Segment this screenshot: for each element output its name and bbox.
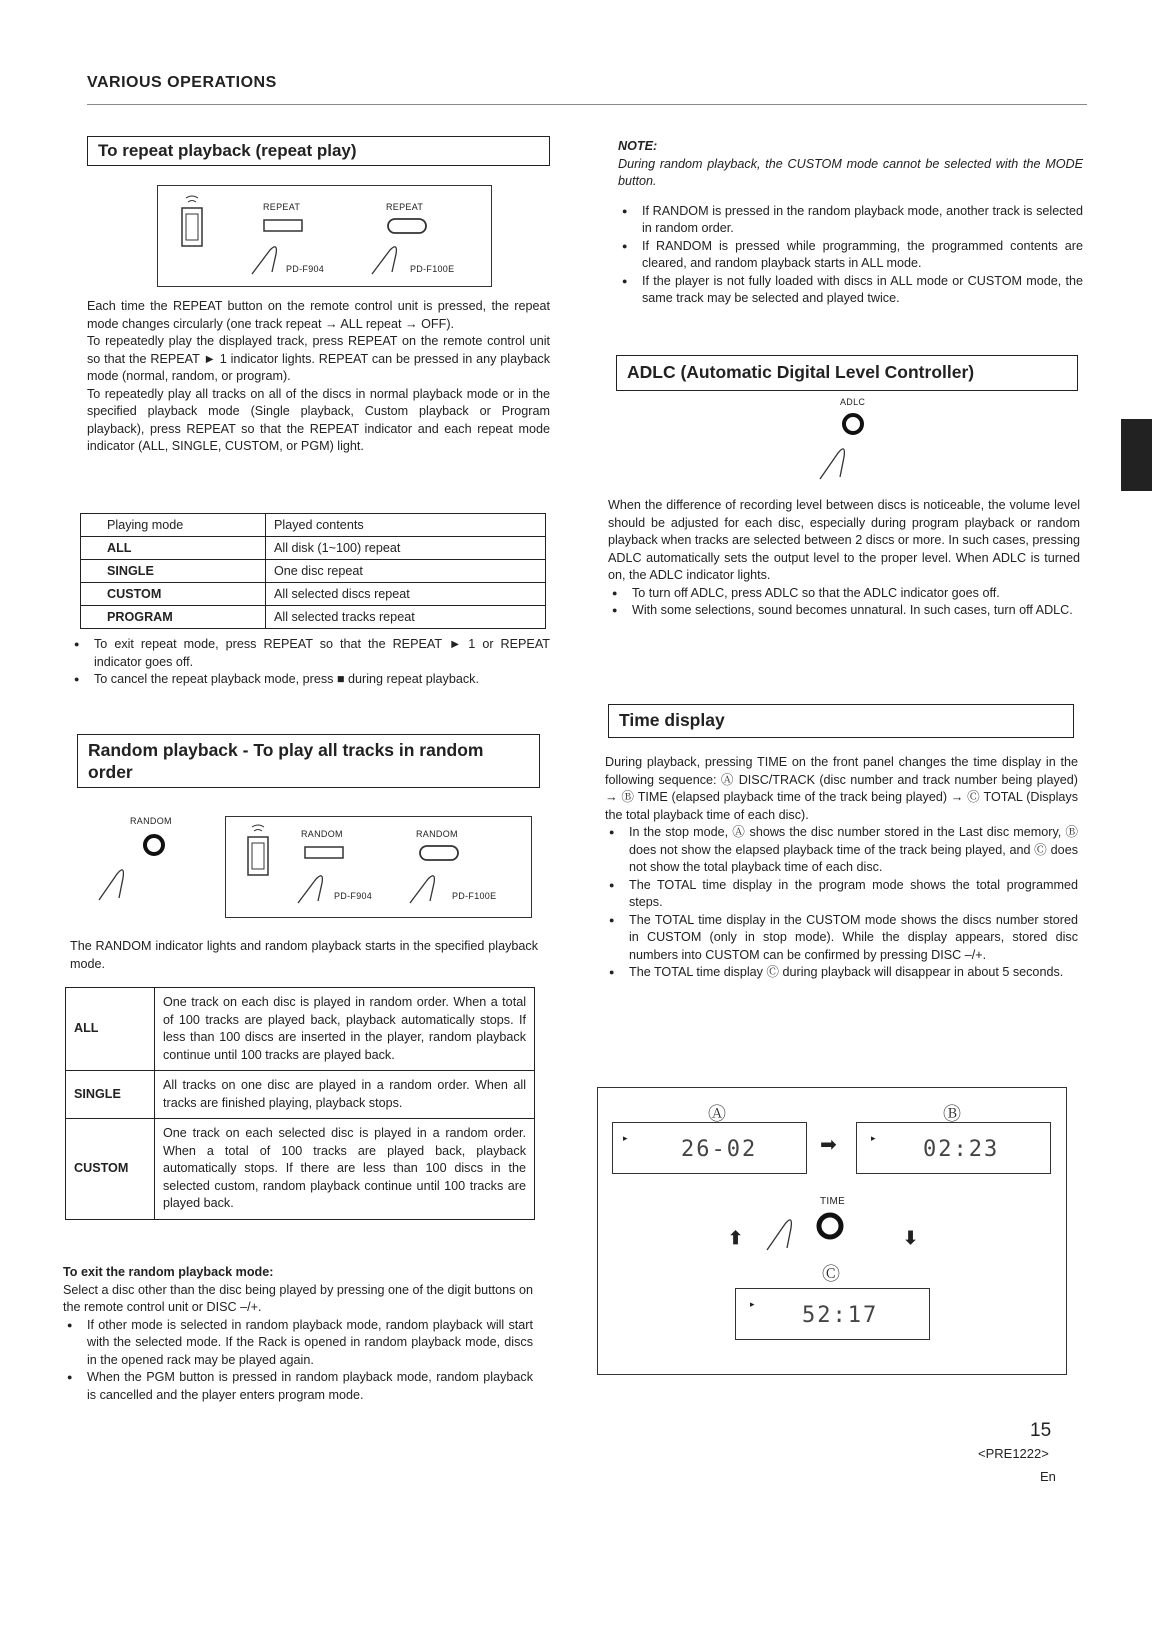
page-header: VARIOUS OPERATIONS — [87, 74, 277, 91]
lcd-indicator-icon: ▸ — [750, 1299, 755, 1309]
table-cell: All tracks on one disc are played in a random order. When all tracks are finished playing, playback stops. — [155, 1071, 535, 1119]
bullet-item: ● If other mode is selected in random playback mode, random playback will start with the selected mode. If the Rack is opened in random playback mode, discs in the opened rack may be played again. — [63, 1317, 533, 1370]
arrow-right-icon: ➡ — [820, 1134, 837, 1156]
table-cell: One disc repeat — [266, 560, 546, 583]
repeat-button-rect-icon — [263, 218, 305, 234]
table-cell: PROGRAM — [81, 606, 266, 629]
arrow-up-icon: ⬆ — [728, 1228, 744, 1248]
table-row — [81, 537, 546, 560]
bullet-item: ● To exit repeat mode, press REPEAT so that the REPEAT ► 1 or REPEAT indicator goes off. — [70, 636, 550, 671]
adlc-title-text: ADLC (Automatic Digital Level Controller) — [627, 362, 975, 382]
random-model-1: PD-F904 — [334, 891, 373, 901]
note-block — [618, 138, 1083, 308]
random-main-figure — [75, 810, 195, 910]
label-b: Ⓑ — [943, 1104, 961, 1124]
time-title-text: Time display — [619, 710, 725, 730]
label-a: Ⓐ — [708, 1104, 726, 1124]
bullet-item: ● With some selections, sound becomes unnatural. In such cases, turn off ADLC. — [608, 602, 1080, 620]
remote-icon — [244, 823, 274, 881]
table-cell: One track on each disc is played in random order. When a total of 100 tracks are played back, playback automatically stops. If less than 100 discs are inserted in the player, random playback continue until 100 tracks are played back. — [155, 988, 535, 1071]
repeat-label-1: REPEAT — [263, 202, 301, 212]
adlc-body — [608, 497, 1080, 620]
header-rule — [87, 104, 1087, 105]
table-row — [66, 1119, 535, 1220]
bullet-item: ● To cancel the repeat playback mode, press ■ during repeat playback. — [70, 671, 550, 689]
time-display-figure — [597, 1087, 1067, 1375]
table-header-cell: Played contents — [266, 514, 546, 537]
table-row — [66, 1071, 535, 1119]
bullet-item: ● When the PGM button is pressed in random playback mode, random playback is cancelled and the player enters program mode. — [63, 1369, 533, 1404]
table-cell: One track on each selected disc is played in a random order. When a total of 100 tracks are played back, playback automatically stops. If there are less than 100 discs in the selected custom, random playback continue until 100 tracks are played back. — [155, 1119, 535, 1220]
random-button-rect-icon — [304, 845, 346, 861]
random-label-2: RANDOM — [416, 829, 458, 839]
display-a-value: 26-02 — [681, 1137, 758, 1162]
table-cell: ALL — [81, 537, 266, 560]
table-cell: ALL — [66, 988, 155, 1071]
lcd-indicator-icon: ▸ — [623, 1133, 628, 1143]
table-cell: CUSTOM — [81, 583, 266, 606]
time-button-label: TIME — [820, 1196, 846, 1207]
note-title: NOTE: — [618, 139, 658, 153]
repeat-model-2: PD-F100E — [410, 264, 455, 274]
side-tab-marker — [1121, 419, 1152, 491]
time-paragraph: During playback, pressing TIME on the front panel changes the time display in the following sequence: Ⓐ DISC/TRACK (disc number and track number being played) → Ⓑ TIME (elapsed playback time of the track being played) → Ⓒ TOTAL (Displays the total playback time of each disc). — [605, 755, 1078, 822]
time-body — [605, 754, 1078, 982]
bullet-item: ● The TOTAL time display in the program mode shows the total programmed steps. — [605, 877, 1078, 912]
random-exit — [63, 1264, 533, 1404]
bullet-item: ● In the stop mode, Ⓐ shows the disc number stored in the Last disc memory, Ⓑ does not show the elapsed playback time of the track being played, and Ⓒ does not show the total playback time of each disc. — [605, 824, 1078, 877]
bullet-item: ● If the player is not fully loaded with discs in ALL mode or CUSTOM mode, the same track may be selected and played twice. — [618, 273, 1083, 308]
display-a — [612, 1122, 807, 1174]
repeat-figure — [157, 185, 492, 287]
bullet-item: ● The TOTAL time display in the CUSTOM mode shows the discs number stored in CUSTOM (only in stop mode). While the display appears, stored disc numbers into CUSTOM can be confirmed by pressing DISC –/+. — [605, 912, 1078, 965]
repeat-button-oval-icon — [386, 216, 430, 236]
repeat-paragraph: To repeatedly play all tracks on all of the discs in normal playback mode or in the specified playback mode (Single playback, Custom playback or Program playback), press REPEAT so that the REPEAT indicator and each repeat mode indicator (ALL, SINGLE, CUSTOM, or PGM) light. — [87, 386, 550, 453]
repeat-bullets — [70, 636, 550, 689]
adlc-figure — [820, 395, 900, 485]
note-text: During random playback, the CUSTOM mode cannot be selected with the MODE button. — [618, 156, 1083, 188]
repeat-paragraph: Each time the REPEAT button on the remote control unit is pressed, the repeat mode changes circularly (one track repeat → ALL repeat → OFF). — [87, 299, 550, 331]
random-button-oval-icon — [418, 843, 462, 863]
display-c-value: 52:17 — [802, 1303, 879, 1328]
finger-press-icon — [95, 860, 135, 904]
table-cell: All disk (1~100) repeat — [266, 537, 546, 560]
bullet-item: ● To turn off ADLC, press ADLC so that the ADLC indicator goes off. — [608, 585, 1080, 603]
random-exit-title: To exit the random playback mode: — [63, 1265, 274, 1279]
repeat-label-2: REPEAT — [386, 202, 424, 212]
bullet-item: ● The TOTAL time display Ⓒ during playback will disappear in about 5 seconds. — [605, 964, 1078, 982]
random-button-icon — [141, 832, 167, 858]
repeat-paragraph: To repeatedly play the displayed track, press REPEAT on the remote control unit so that the REPEAT ► 1 indicator lights. REPEAT can be pressed in any playback mode (normal, random, or program). — [87, 334, 550, 383]
adlc-section-title — [616, 355, 1078, 391]
finger-press-icon — [294, 867, 334, 907]
random-intro — [70, 938, 538, 973]
finger-press-icon — [816, 439, 856, 483]
random-label-main: RANDOM — [130, 816, 172, 826]
arrow-down-icon: ⬇ — [903, 1228, 919, 1248]
random-section-title — [77, 734, 540, 788]
display-c — [735, 1288, 930, 1340]
finger-press-icon — [368, 238, 408, 278]
random-mode-table — [65, 987, 535, 1220]
table-cell: SINGLE — [81, 560, 266, 583]
table-header-row — [81, 514, 546, 537]
adlc-paragraph: When the difference of recording level between discs is noticeable, the volume level should be adjusted for each disc, especially during program playback or random playback when tracks are selected between 2 discs or more. In such cases, pressing ADLC automatically sets the output level to the proper level. When ADLC is turned on, the ADLC indicator lights. — [608, 498, 1080, 582]
table-header-cell: Playing mode — [81, 514, 266, 537]
repeat-model-1: PD-F904 — [286, 264, 325, 274]
repeat-title-text: To repeat playback (repeat play) — [98, 141, 357, 160]
table-cell: All selected discs repeat — [266, 583, 546, 606]
table-cell: All selected tracks repeat — [266, 606, 546, 629]
table-row — [81, 583, 546, 606]
table-cell: SINGLE — [66, 1071, 155, 1119]
lcd-indicator-icon: ▸ — [871, 1133, 876, 1143]
bullet-item: ● If RANDOM is pressed while programming, the programmed contents are cleared, and random playback starts in ALL mode. — [618, 238, 1083, 273]
bullet-item: ● If RANDOM is pressed in the random playback mode, another track is selected in random order. — [618, 203, 1083, 238]
table-row — [81, 560, 546, 583]
table-cell: CUSTOM — [66, 1119, 155, 1220]
language-code: En — [1040, 1469, 1056, 1484]
table-row — [81, 606, 546, 629]
random-label-1: RANDOM — [301, 829, 343, 839]
display-b-value: 02:23 — [923, 1137, 1000, 1162]
display-b — [856, 1122, 1051, 1174]
repeat-body — [87, 298, 550, 456]
random-model-2: PD-F100E — [452, 891, 497, 901]
random-remote-figure — [225, 816, 532, 918]
table-row — [66, 988, 535, 1071]
time-section-title — [608, 704, 1074, 738]
repeat-section-title — [87, 136, 550, 166]
adlc-button-icon — [840, 411, 866, 437]
remote-icon — [178, 194, 208, 252]
finger-press-icon — [763, 1210, 803, 1254]
repeat-mode-table — [80, 513, 546, 629]
label-c: Ⓒ — [822, 1264, 840, 1284]
random-title-text: Random playback - To play all tracks in random order — [88, 740, 484, 782]
time-button-icon — [814, 1210, 846, 1242]
document-code: <PRE1222> — [978, 1446, 1049, 1461]
page-number: 15 — [1030, 1420, 1052, 1441]
adlc-label: ADLC — [840, 397, 866, 407]
finger-press-icon — [248, 238, 288, 278]
random-exit-paragraph: Select a disc other than the disc being played by pressing one of the digit buttons on the remote control unit or DISC –/+. — [63, 1282, 533, 1314]
finger-press-icon — [406, 867, 446, 907]
random-paragraph: The RANDOM indicator lights and random playback starts in the specified playback mode. — [70, 939, 538, 971]
